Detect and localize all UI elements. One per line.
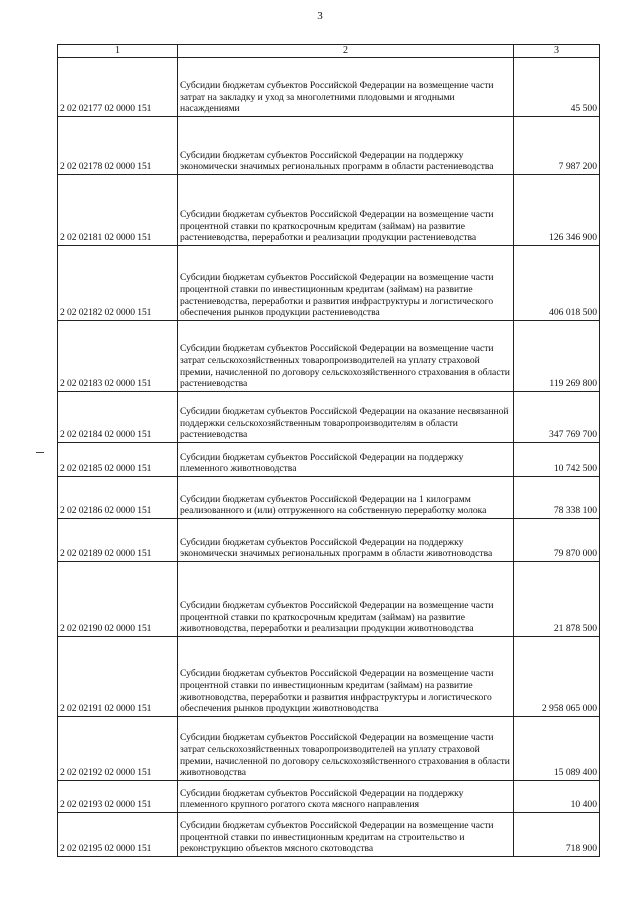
- row-name: Субсидии бюджетам субъектов Российской Федерации на оказание несвязанной поддержки сельскохозяйственным товаропроизводителям в области растениеводства: [178, 392, 514, 443]
- table-row: [58, 519, 600, 562]
- table-row: [58, 117, 600, 175]
- row-code: 2 02 02186 02 0000 151: [58, 477, 178, 519]
- row-code: 2 02 02178 02 0000 151: [58, 117, 178, 175]
- row-name: Субсидии бюджетам субъектов Российской Федерации на возмещение части процентной ставки по инвестиционным кредитам на строительство и реконструкцию объектов мясного скотоводства: [178, 813, 514, 857]
- row-amount: 45 500: [514, 58, 600, 117]
- page-number: 3: [317, 10, 323, 22]
- table-row: [58, 717, 600, 781]
- row-amount: 7 987 200: [514, 117, 600, 175]
- row-name: Субсидии бюджетам субъектов Российской Федерации на возмещение части процентной ставки по краткосрочным кредитам (займам) на развитие животноводства, переработки и реализации продукции животноводства: [178, 562, 514, 637]
- table-row: [58, 443, 600, 477]
- row-name: Субсидии бюджетам субъектов Российской Федерации на возмещение части процентной ставки по инвестиционным кредитам (займам) на развитие животноводства, переработки и развития инфраструктуры и логистического обеспечения рынков продукции животноводства: [178, 637, 514, 717]
- row-code: 2 02 02192 02 0000 151: [58, 717, 178, 781]
- row-name: Субсидии бюджетам субъектов Российской Федерации на возмещение части затрат сельскохозяйственных товаропроизводителей на уплату страховой премии, начисленной по договору сельскохозяйственного страхования в области растениеводства: [178, 321, 514, 392]
- row-name: Субсидии бюджетам субъектов Российской Федерации на поддержку экономически значимых региональных программ в области животноводства: [178, 519, 514, 562]
- row-code: 2 02 02183 02 0000 151: [58, 321, 178, 392]
- row-amount: 10 400: [514, 781, 600, 813]
- column-header-amount: 3: [514, 45, 600, 58]
- row-name: Субсидии бюджетам субъектов Российской Федерации на поддержку племенного крупного рогатого скота мясного направления: [178, 781, 514, 813]
- row-name: Субсидии бюджетам субъектов Российской Федерации на возмещение части затрат сельскохозяйственных товаропроизводителей на уплату страховой премии, начисленной по договору сельскохозяйственного страхования в области животноводства: [178, 717, 514, 781]
- table-row: [58, 175, 600, 246]
- table-row: [58, 813, 600, 857]
- row-amount: 119 269 800: [514, 321, 600, 392]
- row-amount: 406 018 500: [514, 246, 600, 321]
- row-amount: 347 769 700: [514, 392, 600, 443]
- row-name: Субсидии бюджетам субъектов Российской Федерации на 1 килограмм реализованного и (или) отгруженного на собственную переработку молока: [178, 477, 514, 519]
- budget-subsidies-table: [57, 44, 600, 857]
- row-amount: 126 346 900: [514, 175, 600, 246]
- row-code: 2 02 02182 02 0000 151: [58, 246, 178, 321]
- row-amount: 10 742 500: [514, 443, 600, 477]
- row-amount: 21 878 500: [514, 562, 600, 637]
- table-header-row: [58, 45, 600, 58]
- table-row: [58, 781, 600, 813]
- row-name: Субсидии бюджетам субъектов Российской Федерации на возмещение части процентной ставки по инвестиционным кредитам (займам) на развитие растениеводства, переработки и развития инфраструктуры и логистического обеспечения рынков продукции растениеводства: [178, 246, 514, 321]
- table-row: [58, 246, 600, 321]
- table-row: [58, 637, 600, 717]
- table-row: [58, 58, 600, 117]
- row-name: Субсидии бюджетам субъектов Российской Федерации на поддержку племенного животноводства: [178, 443, 514, 477]
- row-name: Субсидии бюджетам субъектов Российской Федерации на возмещение части затрат на закладку и уход за многолетними плодовыми и ягодными насаждениями: [178, 58, 514, 117]
- row-code: 2 02 02189 02 0000 151: [58, 519, 178, 562]
- column-header-code: 1: [58, 45, 178, 58]
- table-row: [58, 321, 600, 392]
- row-name: Субсидии бюджетам субъектов Российской Федерации на возмещение части процентной ставки по краткосрочным кредитам (займам) на развитие растениеводства, переработки и реализации продукции растениеводства: [178, 175, 514, 246]
- table-row: [58, 562, 600, 637]
- margin-tick-mark: [36, 452, 44, 453]
- row-name: Субсидии бюджетам субъектов Российской Федерации на поддержку экономически значимых региональных программ в области растениеводства: [178, 117, 514, 175]
- row-amount: 718 900: [514, 813, 600, 857]
- row-amount: 79 870 000: [514, 519, 600, 562]
- row-code: 2 02 02177 02 0000 151: [58, 58, 178, 117]
- row-code: 2 02 02193 02 0000 151: [58, 781, 178, 813]
- table-row: [58, 392, 600, 443]
- row-amount: 78 338 100: [514, 477, 600, 519]
- table-row: [58, 477, 600, 519]
- row-code: 2 02 02185 02 0000 151: [58, 443, 178, 477]
- row-code: 2 02 02181 02 0000 151: [58, 175, 178, 246]
- row-code: 2 02 02191 02 0000 151: [58, 637, 178, 717]
- row-code: 2 02 02190 02 0000 151: [58, 562, 178, 637]
- row-code: 2 02 02184 02 0000 151: [58, 392, 178, 443]
- row-amount: 2 958 065 000: [514, 637, 600, 717]
- column-header-name: 2: [178, 45, 514, 58]
- row-code: 2 02 02195 02 0000 151: [58, 813, 178, 857]
- row-amount: 15 089 400: [514, 717, 600, 781]
